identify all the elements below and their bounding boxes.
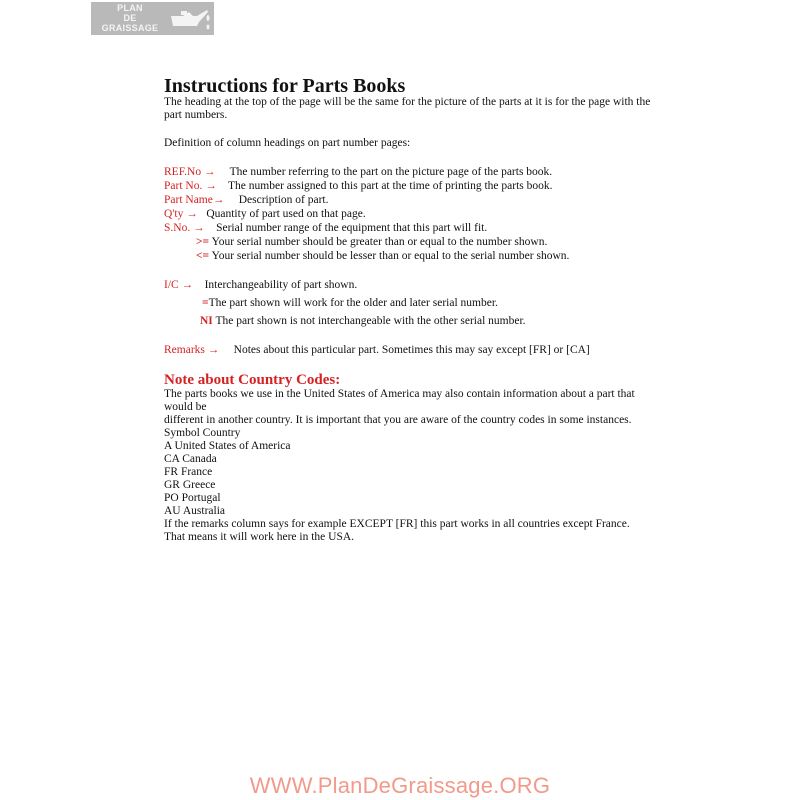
serial-rule-text: Your serial number should be lesser than or equal to the serial number shown. [211, 250, 570, 262]
serial-rule-text: Your serial number should be greater than or equal to the number shown. [211, 236, 548, 248]
logo-line-3: GRAISSAGE [101, 23, 159, 33]
ic-rule-row [164, 314, 664, 328]
ic-description: Interchangeability of part shown. [204, 279, 358, 291]
intro-paragraph: The heading at the top of the page will be the same for the picture of the parts at it is for the page with the part numbers. [164, 96, 651, 121]
arrow-icon: → [181, 279, 194, 291]
remarks-row [164, 343, 664, 357]
definition-heading: Definition of column headings on part number pages: [164, 137, 411, 149]
column-label-serial-no: S.No. [164, 222, 191, 234]
site-logo[interactable] [91, 2, 214, 35]
arrow-icon: → [205, 180, 217, 192]
ic-rule-symbol: NI [200, 315, 213, 327]
column-label-remarks: Remarks [164, 344, 205, 356]
arrow-icon: → [186, 208, 198, 220]
column-description: The number referring to the part on the picture page of the parts book. [229, 166, 553, 178]
column-description: The number assigned to this part at the time of printing the parts book. [228, 180, 553, 192]
column-definition-row [164, 179, 664, 193]
column-definition-row [164, 193, 664, 207]
serial-rule-row [164, 235, 664, 249]
country-codes-section [164, 388, 664, 544]
footer-watermark-link[interactable]: WWW.PlanDeGraissage.ORG [249, 773, 551, 798]
ic-rule-row [164, 296, 664, 310]
page-title: Instructions for Parts Books [164, 75, 406, 97]
column-label-qty: Q'ty [164, 208, 184, 220]
remarks-description: Notes about this particular part. Sometimes this may say except [FR] or [CA] [233, 344, 590, 356]
oil-can-icon [167, 4, 211, 34]
column-definition-row [164, 207, 664, 221]
column-definition-row [164, 221, 664, 235]
ic-row [164, 278, 664, 292]
country-line: different in another country. It is important that you are aware of the country codes in some instances. [164, 414, 632, 426]
arrow-icon: → [203, 166, 216, 178]
country-line: AU Australia [164, 505, 226, 517]
ic-rule-text: The part shown will work for the older and later serial number. [208, 297, 498, 309]
country-line: A United States of America [164, 440, 291, 452]
country-line: If the remarks column says for example EXCEPT [FR] this part works in all countries except France. [164, 518, 630, 530]
serial-rule-row [164, 249, 664, 263]
column-label-ref-no: REF.No [164, 166, 202, 178]
country-line: FR France [164, 466, 213, 478]
country-line: GR Greece [164, 479, 216, 491]
column-description: Serial number range of the equipment that this part will fit. [216, 222, 488, 234]
column-definition-row [164, 165, 664, 179]
logo-text [93, 3, 167, 33]
country-line: Symbol Country [164, 427, 241, 439]
ic-rule-text: The part shown is not interchangeable with the other serial number. [215, 315, 526, 327]
logo-line-2: DE [123, 13, 137, 23]
arrow-icon: → [193, 222, 205, 234]
arrow-icon: → [207, 344, 220, 356]
logo-line-1: PLAN [117, 3, 143, 13]
ic-rule-symbol: = [202, 297, 209, 309]
column-description: Quantity of part used on that page. [206, 208, 366, 220]
serial-rule-symbol: >= [196, 236, 210, 248]
column-description: Description of part. [238, 194, 329, 206]
country-codes-heading: Note about Country Codes: [164, 372, 341, 388]
country-line: CA Canada [164, 453, 217, 465]
column-label-part-name: Part Name [164, 194, 213, 206]
column-definitions [164, 165, 664, 263]
arrow-icon: → [212, 194, 225, 206]
country-line: PO Portugal [164, 492, 221, 504]
serial-rule-symbol: <= [196, 250, 210, 262]
document-body [164, 76, 664, 544]
country-line: The parts books we use in the United States of America may also contain information about a part that would be [164, 388, 635, 413]
column-label-ic: I/C [164, 279, 179, 291]
country-line: That means it will work here in the USA. [164, 531, 355, 543]
column-label-part-no: Part No. [164, 180, 203, 192]
interchangeability-section [164, 278, 664, 328]
